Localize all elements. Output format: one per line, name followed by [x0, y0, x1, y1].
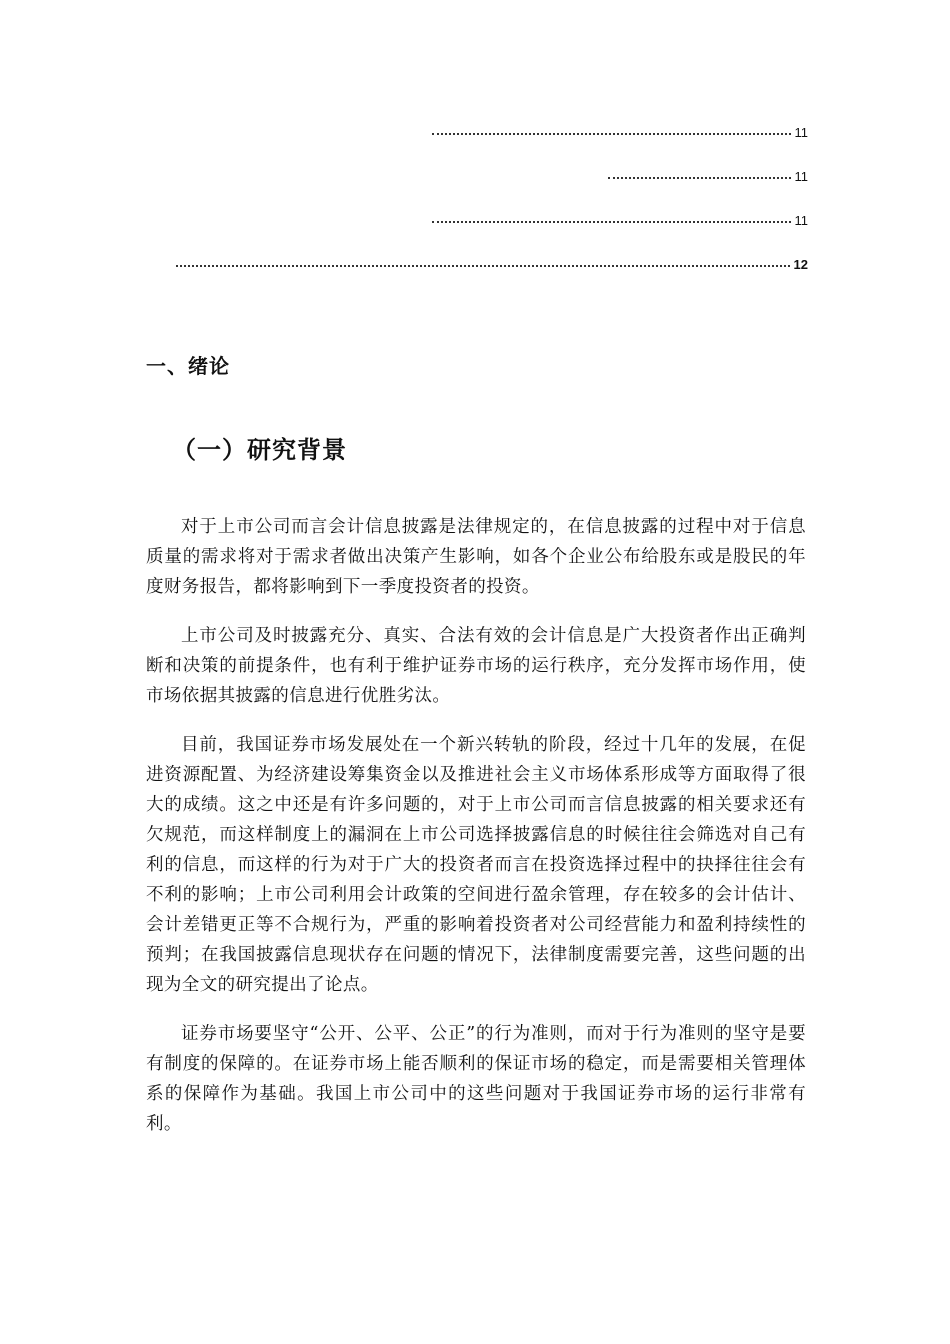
toc-page-number: 12: [793, 257, 808, 272]
toc-leader-dots: [176, 265, 790, 267]
toc-entry[interactable]: [432, 120, 808, 140]
toc-leader-dots: [608, 177, 791, 179]
toc-entry[interactable]: [608, 164, 808, 184]
paragraph: 目前，我国证券市场发展处在一个新兴转轨的阶段，经过十几年的发展，在促进资源配置、为经济建设筹集资金以及推进社会主义市场体系形成等方面取得了很大的成绩。这之中还是有许多问题的，对于上市公司而言信息披露的相关要求还有欠规范，而这样制度上的漏洞在上市公司选择披露信息的时候往往会筛选对自己有利的信息，而这样的行为对于广大的投资者而言在投资选择过程中的抉择往往会有不利的影响；上市公司利用会计政策的空间进行盈余管理，存在较多的会计估计、会计差错更正等不合规行为，严重的影响着投资者对公司经营能力和盈利持续性的预判；在我国披露信息现状存在问题的情况下，法律制度需要完善，这些问题的出现为全文的研究提出了论点。: [146, 735, 806, 995]
toc-entry[interactable]: [176, 252, 808, 272]
toc-leader-dots: [432, 133, 791, 135]
chapter-heading: 一、绪论: [146, 354, 230, 378]
paragraph: 上市公司及时披露充分、真实、合法有效的会计信息是广大投资者作出正确判断和决策的前提条件，也有利于维护证券市场的运行秩序，充分发挥市场作用，使市场依据其披露的信息进行优胜劣汰。: [146, 626, 806, 706]
toc-leader-dots: [432, 221, 791, 223]
paragraph: 证券市场要坚守“公开、公平、公正”的行为准则，而对于行为准则的坚守是要有制度的保障的。在证券市场上能否顺利的保证市场的稳定，而是需要相关管理体系的保障作为基础。我国上市公司中的这些问题对于我国证券市场的运行非常有利。: [146, 1024, 806, 1134]
toc-page-number: 11: [794, 213, 808, 228]
paragraph: 对于上市公司而言会计信息披露是法律规定的，在信息披露的过程中对于信息质量的需求将对于需求者做出决策产生影响，如各个企业公布给股东或是股民的年度财务报告，都将影响到下一季度投资者的投资。: [146, 517, 806, 597]
toc-entry[interactable]: [432, 208, 808, 228]
section-heading: （一）研究背景: [172, 436, 347, 464]
body-text: [146, 512, 806, 1158]
toc-page-number: 11: [794, 169, 808, 184]
toc-page-number: 11: [794, 125, 808, 140]
